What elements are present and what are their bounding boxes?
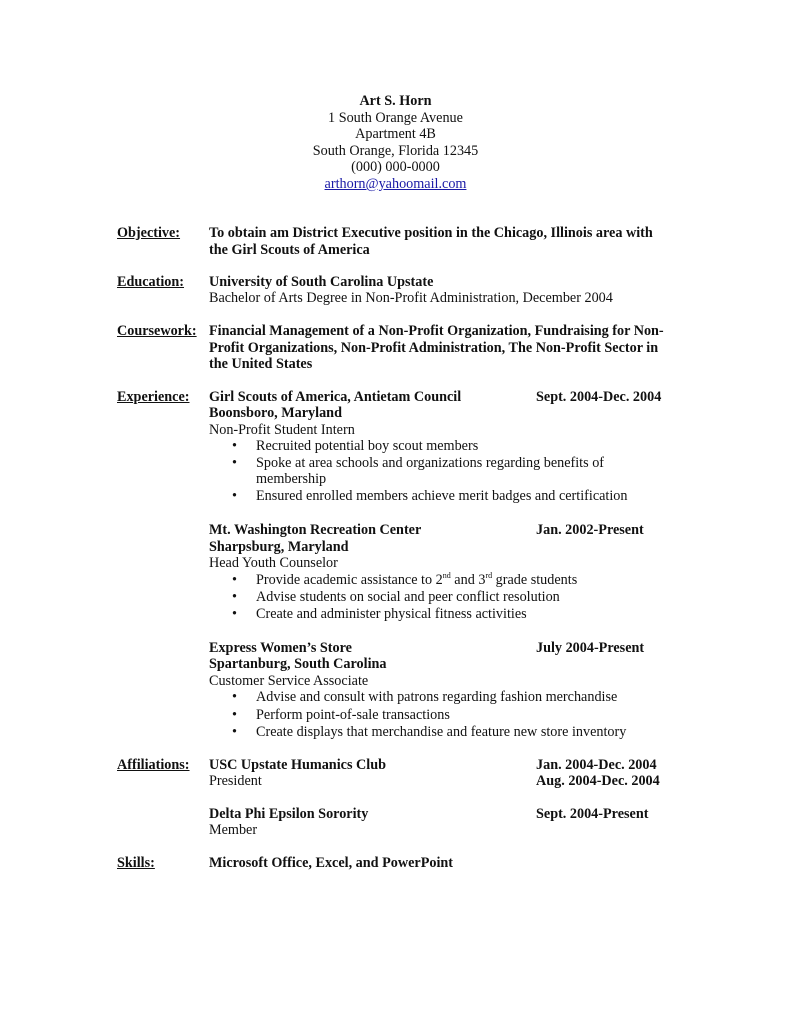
bullet-icon: • (232, 606, 237, 622)
job-1-location: Boonsboro, Maryland (209, 405, 342, 421)
job-3-bullet-3: Create displays that merchandise and feature new store inventory (256, 724, 627, 740)
job-2-org: Mt. Washington Recreation Center (209, 522, 422, 538)
job-3-location: Spartanburg, South Carolina (209, 656, 387, 672)
objective-line-1: To obtain am District Executive position in the Chicago, Illinois area with (209, 225, 653, 241)
job-3-bullet-1: Advise and consult with patrons regarding fashion merchandise (256, 689, 618, 705)
email-link[interactable]: arthorn@yahoomail.com (324, 175, 467, 192)
education-label: Education: (117, 274, 185, 290)
bullet-icon: • (232, 488, 237, 504)
coursework-line-2: Profit Organizations, Non-Profit Administration, The Non-Profit Sector in (209, 340, 659, 356)
bullet-icon: • (232, 724, 237, 740)
affiliation-1-role: President (209, 773, 262, 789)
skills-text: Microsoft Office, Excel, and PowerPoint (209, 855, 454, 871)
affiliation-1-dates: Jan. 2004-Dec. 2004 (536, 757, 657, 773)
experience-label: Experience: (117, 389, 190, 405)
bullet-icon: • (232, 455, 237, 471)
affiliation-2-dates: Sept. 2004-Present (536, 806, 649, 822)
job-2-location: Sharpsburg, Maryland (209, 539, 349, 555)
coursework-line-1: Financial Management of a Non-Profit Organization, Fundraising for Non- (209, 323, 664, 339)
job-2-title: Head Youth Counselor (209, 555, 338, 571)
affiliations-label: Affiliations: (117, 757, 190, 773)
affiliation-1-org: USC Upstate Humanics Club (209, 757, 386, 773)
contact-header (0, 93, 791, 193)
address-line-2: Apartment 4B (355, 126, 436, 143)
city-state-zip: South Orange, Florida 12345 (312, 142, 479, 159)
affiliation-2-org: Delta Phi Epsilon Sorority (209, 806, 369, 822)
job-1-bullet-2-cont: membership (256, 471, 327, 487)
job-2-bullet-1: Provide academic assistance to 2nd and 3rd grade students (256, 571, 578, 588)
job-1-bullet-2: Spoke at area schools and organizations regarding benefits of (256, 455, 605, 471)
phone-number: (000) 000-0000 (351, 159, 440, 176)
affiliation-2-role: Member (209, 822, 258, 838)
job-2-bullet-2: Advise students on social and peer conflict resolution (256, 589, 560, 605)
bullet-icon: • (232, 707, 237, 723)
coursework-line-3: the United States (209, 356, 313, 372)
job-3-org: Express Women’s Store (209, 640, 352, 656)
job-2-dates: Jan. 2002-Present (536, 522, 644, 538)
job-3-bullet-2: Perform point-of-sale transactions (256, 707, 450, 723)
education-degree: Bachelor of Arts Degree in Non-Profit Administration, December 2004 (209, 290, 613, 306)
job-3-title: Customer Service Associate (209, 673, 369, 689)
applicant-name: Art S. Horn (359, 93, 432, 109)
job-1-dates: Sept. 2004-Dec. 2004 (536, 389, 662, 405)
job-1-bullet-1: Recruited potential boy scout members (256, 438, 479, 454)
bullet-icon: • (232, 438, 237, 454)
bullet-icon: • (232, 689, 237, 705)
bullet-icon: • (232, 589, 237, 605)
job-2-bullet-3: Create and administer physical fitness activities (256, 606, 527, 622)
job-1-bullet-3: Ensured enrolled members achieve merit badges and certification (256, 488, 628, 504)
bullet-icon: • (232, 572, 237, 588)
coursework-label: Coursework: (117, 323, 197, 339)
objective-line-2: the Girl Scouts of America (209, 242, 370, 258)
job-1-title: Non-Profit Student Intern (209, 422, 355, 438)
affiliation-1-role-dates: Aug. 2004-Dec. 2004 (536, 773, 660, 789)
education-school: University of South Carolina Upstate (209, 274, 434, 290)
address-line-1: 1 South Orange Avenue (328, 109, 463, 126)
job-1-org: Girl Scouts of America, Antietam Council (209, 389, 462, 405)
skills-label: Skills: (117, 855, 155, 871)
job-3-dates: July 2004-Present (536, 640, 645, 656)
objective-label: Objective: (117, 225, 181, 241)
